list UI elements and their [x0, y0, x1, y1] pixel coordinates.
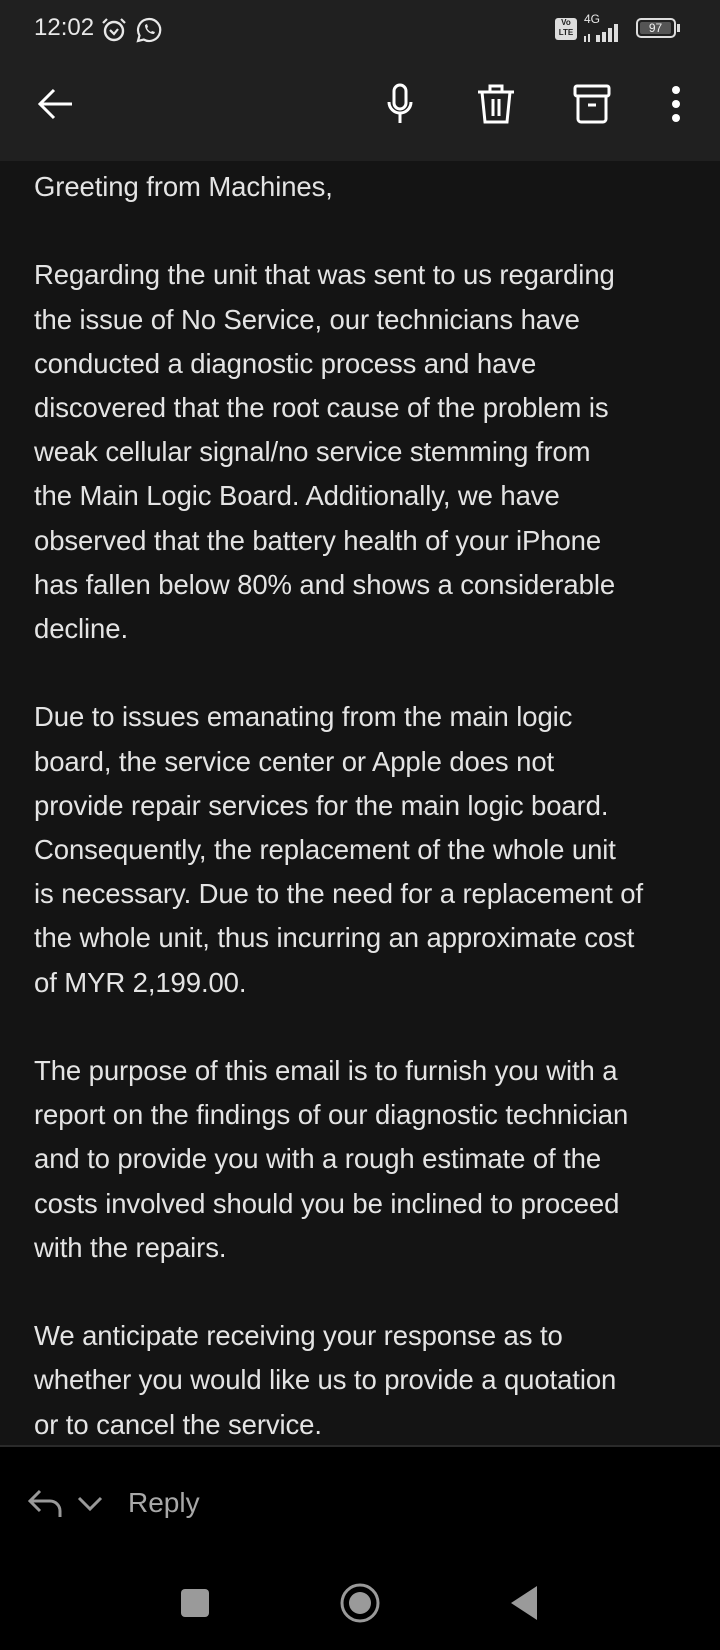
- app-header: [0, 0, 720, 161]
- email-text-line: We anticipate receiving your response as to: [34, 1320, 563, 1352]
- email-text-line: is necessary. Due to the need for a replacement of: [34, 878, 643, 910]
- more-options-button[interactable]: [652, 80, 700, 128]
- chevron-down-icon[interactable]: [76, 1493, 104, 1513]
- signal-icon: [582, 24, 628, 49]
- email-text-line: discovered that the root cause of the problem is: [34, 392, 609, 423]
- email-text-line: Regarding the unit that was sent to us regarding: [34, 259, 615, 291]
- email-text-line: the Main Logic Board. Additionally, we have: [34, 480, 560, 512]
- email-text-line: The purpose of this email is to furnish you with a: [34, 1055, 618, 1086]
- email-body: [0, 161, 720, 1447]
- email-text-line: observed that the battery health of your iPhone: [34, 524, 602, 556]
- email-text-line: board, the service center or Apple does not: [34, 745, 555, 777]
- reply-label[interactable]: Reply: [128, 1487, 200, 1518]
- back-button[interactable]: [32, 80, 80, 128]
- email-text-line: whether you would like us to provide a quotation: [34, 1364, 617, 1396]
- more-vert-icon: [670, 84, 682, 124]
- network-type: 4G: [584, 12, 601, 26]
- home-circle-icon: [339, 1582, 381, 1624]
- email-text-line: report on the findings of our diagnostic technician: [34, 1099, 629, 1131]
- battery-icon: [636, 18, 676, 38]
- email-text-line: provide repair services for the main logic board.: [34, 789, 609, 821]
- email-text-line: weak cellular signal/no service stemming from: [34, 436, 591, 468]
- whatsapp-icon: [135, 16, 163, 49]
- email-text-line: the whole unit, thus incurring an approximate cost: [34, 922, 635, 954]
- microphone-icon: [380, 82, 420, 126]
- email-text-line: of MYR 2,199.00.: [34, 966, 247, 998]
- reply-icon: [26, 1485, 66, 1521]
- voice-button[interactable]: [376, 80, 424, 128]
- status-time: 12:02: [34, 14, 95, 41]
- reply-bar[interactable]: [26, 1478, 200, 1528]
- nav-recents-button[interactable]: [165, 1580, 225, 1626]
- email-text-line: has fallen below 80% and shows a considerable: [34, 568, 616, 600]
- email-text-line: conducted a diagnostic process and have: [34, 347, 537, 379]
- email-text-line: Consequently, the replacement of the whole unit: [34, 834, 616, 865]
- nav-home-button[interactable]: [330, 1580, 390, 1626]
- archive-icon: [572, 83, 612, 125]
- email-text-line: and to provide you with a rough estimate of the: [34, 1143, 602, 1175]
- nav-back-button[interactable]: [494, 1580, 554, 1626]
- email-text-line: costs involved should you be inclined to proceed: [34, 1187, 620, 1219]
- email-text-line: the issue of No Service, our technicians have: [34, 303, 580, 335]
- email-text-line: or to cancel the service.: [34, 1408, 322, 1440]
- email-text-line: Due to issues emanating from the main logic: [34, 701, 573, 733]
- square-icon: [180, 1588, 210, 1618]
- status-bar: [0, 10, 720, 50]
- email-text-line: with the repairs.: [34, 1231, 227, 1263]
- email-text-line: decline.: [34, 613, 128, 644]
- email-text-line: Greeting from Machines,: [34, 171, 333, 202]
- battery-level: 97: [640, 22, 671, 34]
- delete-button[interactable]: [472, 80, 520, 128]
- arrow-left-icon: [36, 84, 76, 124]
- triangle-back-icon: [509, 1585, 539, 1621]
- archive-button[interactable]: [568, 80, 616, 128]
- trash-icon: [475, 82, 517, 126]
- alarm-icon: [100, 16, 128, 49]
- volte-icon: Vo LTE: [555, 18, 577, 40]
